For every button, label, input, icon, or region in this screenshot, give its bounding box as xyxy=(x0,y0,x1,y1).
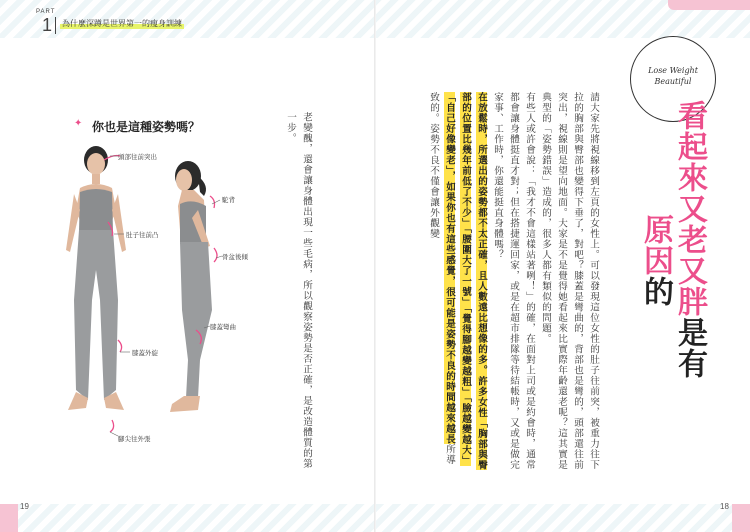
page-number-right: 18 xyxy=(720,502,729,511)
paragraph-3-tail: 所導致的。姿勢不良不僅會讓外觀變 xyxy=(428,92,455,466)
label-hunchback: 駝背 xyxy=(222,196,235,204)
arrow-knee-out xyxy=(118,340,122,352)
footer-right-band xyxy=(376,504,750,532)
headline-column-1 xyxy=(672,100,706,400)
side-view-woman xyxy=(170,161,212,412)
headline-part-2: 又老又胖 xyxy=(672,193,707,317)
paragraph-1: 請大家先將視線移到左頁的女性上。可以發現這位女性的肚子往前突，被重力往下拉的胸部與臀部也變得下垂了，對吧？膝蓋是彎曲的，背部也是彎的，頭部還往前突出，視線則是望向地面。大家是不是覺得她看起來比實際年齡還老呢？這其實是典型的「姿勢錯誤」造成的，很多人都有類似的問題。 xyxy=(540,92,599,470)
badge-line-1: Lose Weight xyxy=(648,66,698,75)
label-pelvis-tilt: 骨盆後傾 xyxy=(222,253,248,261)
headline-column-2 xyxy=(638,214,672,400)
highlight-3: 很可能是姿勢不良的時間越來越長 xyxy=(444,286,455,445)
headline-part-4: 原因 xyxy=(638,214,673,276)
badge-line-2: Beautiful xyxy=(654,77,692,86)
footer-pink-right xyxy=(732,504,750,532)
headline xyxy=(638,100,706,400)
figure-title-deco: ✦ xyxy=(74,118,83,129)
headline-part-5: 的 xyxy=(638,276,673,307)
label-belly-out: 肚子往前凸 xyxy=(126,231,159,239)
part-label: PART xyxy=(36,9,56,15)
part-number: 1 xyxy=(42,15,53,35)
label-foot-outward: 腳尖往外張 xyxy=(118,435,151,443)
highlight-2: 許多女性「胸部與臀部的位置比幾年前低了不少」「腰圍大了一號」「覺得腳越變越粗」「臉越變越大」「自己好像變老」，如果你也有這些感覺， xyxy=(444,92,487,470)
label-knee-bend: 膝蓋彎曲 xyxy=(210,323,236,331)
label-head-forward: 頭部往前突出 xyxy=(118,153,157,161)
front-view-woman xyxy=(66,146,126,410)
arrow-pelvis xyxy=(214,248,217,262)
headline-part-1: 看起來 xyxy=(672,100,707,193)
paragraph-3 xyxy=(425,92,489,472)
body-text-right xyxy=(425,92,601,472)
paragraph-2: 有些人或許會說：「我才不會這樣站著咧！」的確，在面對上司或是約會時，通常都會讓身體挺直才對；但在搭捷運回家，或是在超市排隊等待結帳時，又或是做完家事、工作時，你還能挺直身體嗎？ xyxy=(492,92,535,470)
top-pink-tab xyxy=(668,0,750,10)
arrow-foot-out xyxy=(110,420,114,432)
headline-part-3: 是有 xyxy=(672,317,707,379)
highlight-1: 在放鬆時，所選出的姿勢都不太正確，且人數遠比想像的多。 xyxy=(476,92,487,376)
chapter-title: 為什麼深蹲是世界第一的瘦身訓練 xyxy=(62,19,182,28)
label-knee-outward: 膝蓋外旋 xyxy=(132,349,158,357)
page-number-left: 19 xyxy=(20,502,29,511)
paragraph-4: 老變醜，還會讓身體出現一些毛病，所以觀察姿勢是否正確，是改造體質的第一步。 xyxy=(285,112,312,469)
arrow-hunch xyxy=(210,196,215,208)
figure-title: 你也是這種姿勢嗎？ xyxy=(92,120,201,134)
